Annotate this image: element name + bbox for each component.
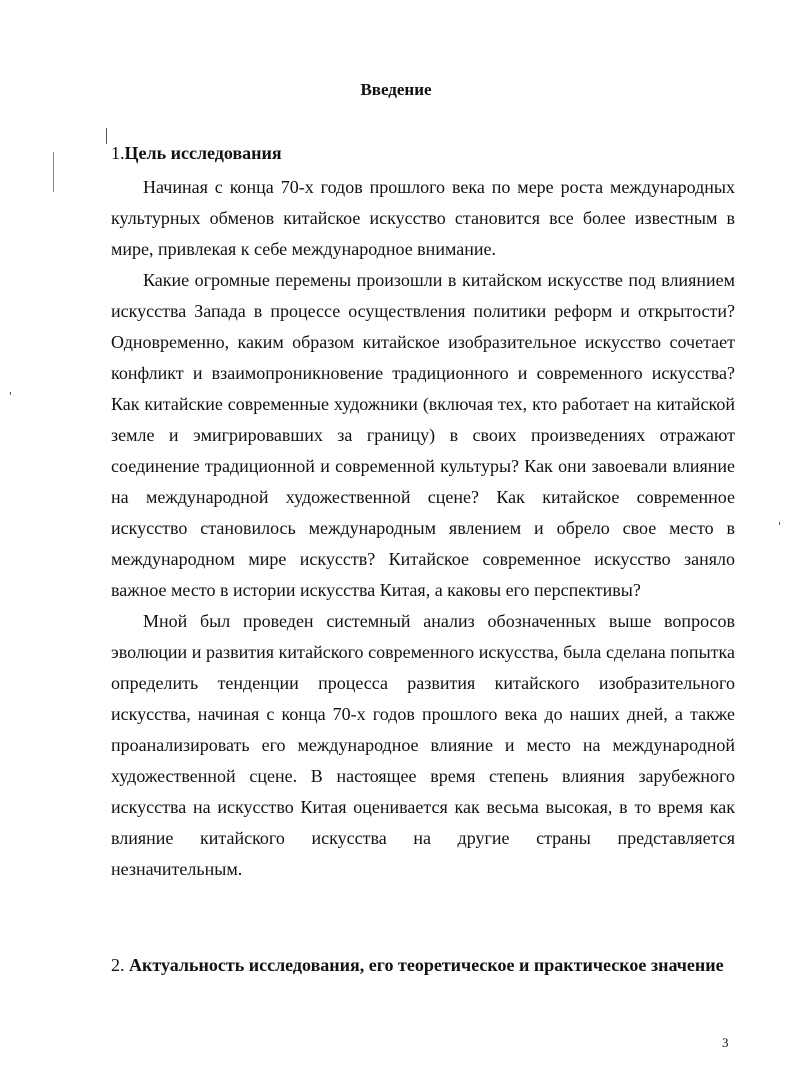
section-2-title: Актуальность исследования, его теоретическое и практическое значение	[129, 955, 724, 975]
section-1-title: Цель исследования	[124, 143, 282, 163]
scan-mark	[53, 152, 54, 192]
scan-mark	[106, 128, 107, 144]
page-number: 3	[722, 1035, 729, 1050]
section-1-number: 1.	[111, 143, 125, 163]
section-1-body	[111, 172, 735, 885]
paragraph: Начиная с конца 70-х годов прошлого века по мере роста международных культурных обменов китайское искусство становится все более известным в мире, привлекая к себе международное внимание.	[111, 177, 735, 259]
scan-mark	[10, 392, 11, 395]
section-1-heading	[111, 143, 282, 164]
paragraph: Какие огромные перемены произошли в китайском искусстве под влиянием искусства Запада в процессе осуществления политики реформ и открытости? Одновременно, каким образом китайское изобразительное искусство сочетает конфликт и взаимопроникновение традиционного и современного искусства? Как китайские современные художники (включая тех, кто работает на китайской земле и эмигрировавших за границу) в своих произведениях отражают соединение традиционной и современной культуры? Как они завоевали влияние на международной художественной сцене? Как китайское современное искусство становилось международным явлением и обрело свое место в международном мире искусств? Китайское современное искусство заняло важное место в истории искусства Китая, а каковы его перспективы?	[111, 270, 735, 600]
section-2-heading	[111, 950, 735, 981]
paragraph: Мной был проведен системный анализ обозначенных выше вопросов эволюции и развития китайского современного искусства, была сделана попытка определить тенденции процесса развития китайского изобразительного искусства, начиная с конца 70-х годов прошлого века до наших дней, а также проанализировать его международное влияние и место на международной художественной сцене. В настоящее время степень влияния зарубежного искусства на искусство Китая оценивается как весьма высокая, в то время как влияние китайского искусства на другие страны представляется незначительным.	[111, 611, 735, 879]
section-2-number: 2.	[111, 955, 125, 975]
page-title: Введение	[360, 80, 432, 99]
scan-mark	[779, 522, 780, 525]
